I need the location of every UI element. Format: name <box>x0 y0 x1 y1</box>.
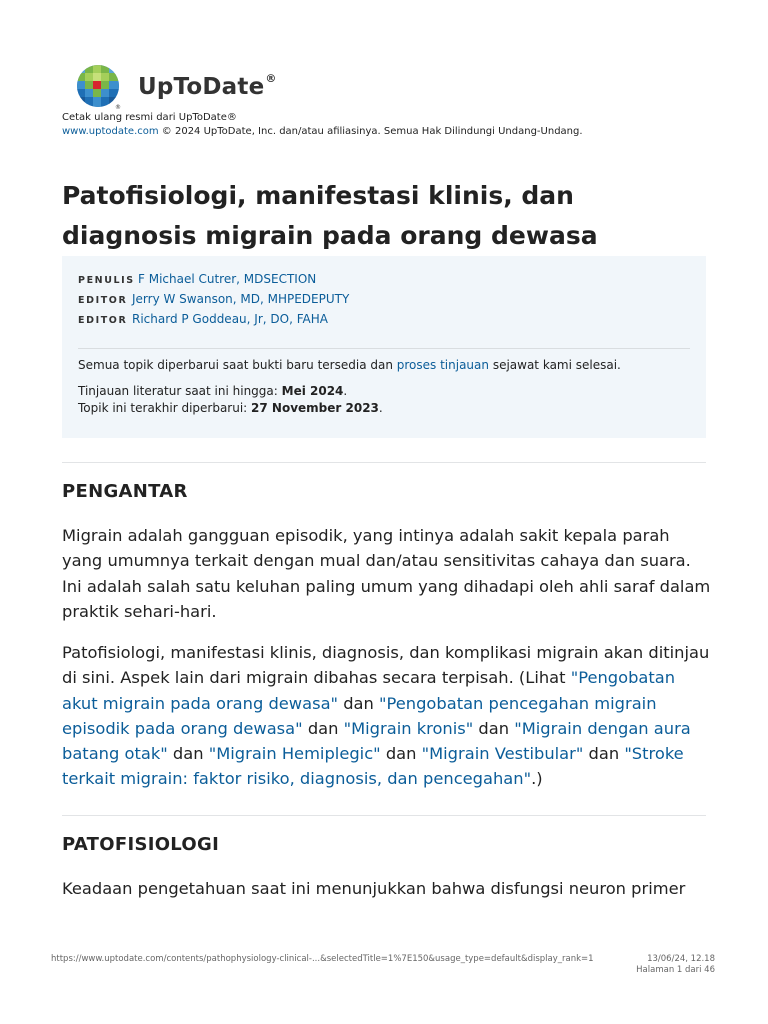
page-number: Halaman 1 dari 46 <box>636 965 715 975</box>
link-chronic-migraine[interactable]: "Migrain kronis" <box>343 718 474 738</box>
brand-name: UpToDate® <box>138 72 277 100</box>
article-title: Patofisiologi, manifestasi klinis, dan diagnosis migrain pada orang dewasa <box>62 181 598 250</box>
copyright-line: www.uptodate.com © 2024 UpToDate, Inc. dan/atau afiliasinya. Semua Hak Dilindungi Undang-Undang. <box>62 126 583 137</box>
link-hemiplegic-migraine[interactable]: "Migrain Hemiplegic" <box>208 744 381 764</box>
meta-divider <box>78 348 690 349</box>
intro-paragraph-1: Migrain adalah gangguan episodik, yang intinya adalah sakit kepala parah yang umumnya terkait dengan mual dan/atau sensitivitas cahaya dan suara. Ini adalah salah satu keluhan paling umum yang dihadapi oleh ahli saraf dalam praktik sehari-hari. <box>62 526 711 621</box>
author-link[interactable]: F Michael Cutrer, MDSECTION <box>138 272 317 286</box>
pathophysiology-paragraph-1: Keadaan pengetahuan saat ini menunjukkan bahwa disfungsi neuron primer <box>62 879 686 898</box>
svg-text:®: ® <box>115 104 121 110</box>
reprint-notice <box>62 111 583 139</box>
print-footer-url: https://www.uptodate.com/contents/pathophysiology-clinical-...&selectedTitle=1%7E150&usage_type=default&display_rank=1 <box>51 954 594 964</box>
peer-review-link[interactable]: proses tinjauan <box>396 358 489 372</box>
article-meta-box <box>62 256 706 438</box>
uptodate-logo[interactable] <box>76 64 277 110</box>
uptodate-logo-icon <box>76 64 122 110</box>
section-heading-intro: PENGANTAR <box>62 481 188 502</box>
section-divider <box>62 815 706 816</box>
deputy-editor-label: EDITOR <box>78 315 128 326</box>
print-datetime: 13/06/24, 12.18 <box>647 954 715 964</box>
editor-link[interactable]: Jerry W Swanson, MD, MHPEDEPUTY <box>132 292 350 306</box>
deputy-editor-row <box>78 310 690 330</box>
literature-review-date: Tinjauan literatur saat ini hingga: Mei 2024. <box>78 384 348 398</box>
reprint-line: Cetak ulang resmi dari UpToDate® <box>62 112 237 123</box>
link-brainstem-aura[interactable]: "Migrain dengan aura batang otak" <box>62 718 691 764</box>
author-row <box>78 270 690 290</box>
link-acute-treatment[interactable]: "Pengobatan akut migrain pada orang dewasa" <box>62 668 676 713</box>
deputy-editor-link[interactable]: Richard P Goddeau, Jr, DO, FAHA <box>132 312 328 326</box>
intro-paragraph-2: Patofisiologi, manifestasi klinis, diagnosis, dan komplikasi migrain akan ditinjau di sini. Aspek lain dari migrain dibahas secara terpisah. (Lihat "Pengobatan akut migrain pada orang dewasa" dan "Pengobatan pencegahan migrain episodik pada orang dewasa" dan "Migrain kronis" dan "Migrain dengan aura batang otak" dan "Migrain Hemiplegic" dan "Migrain Vestibular" dan "Stroke terkait migrain: faktor risiko, diagnosis, dan pencegahan".) <box>62 643 710 789</box>
link-vestibular-migraine[interactable]: "Migrain Vestibular" <box>421 744 584 764</box>
editor-label: EDITOR <box>78 295 128 306</box>
last-updated-date: Topik ini terakhir diperbarui: 27 November 2023. <box>78 401 383 415</box>
link-migraine-stroke[interactable]: "Stroke terkait migrain: faktor risiko, diagnosis, dan pencegahan" <box>62 744 684 789</box>
editor-row <box>78 290 690 310</box>
link-preventive-treatment[interactable]: "Pengobatan pencegahan migrain episodik pada orang dewasa" <box>62 693 657 738</box>
update-policy-text: Semua topik diperbarui saat bukti baru tersedia dan proses tinjauan sejawat kami selesai. <box>78 358 621 372</box>
uptodate-site-link[interactable]: www.uptodate.com <box>62 126 159 137</box>
section-heading-pathophysiology: PATOFISIOLOGI <box>62 834 220 855</box>
section-divider <box>62 462 706 463</box>
author-label: PENULIS <box>78 275 135 286</box>
print-footer-info <box>636 954 715 976</box>
